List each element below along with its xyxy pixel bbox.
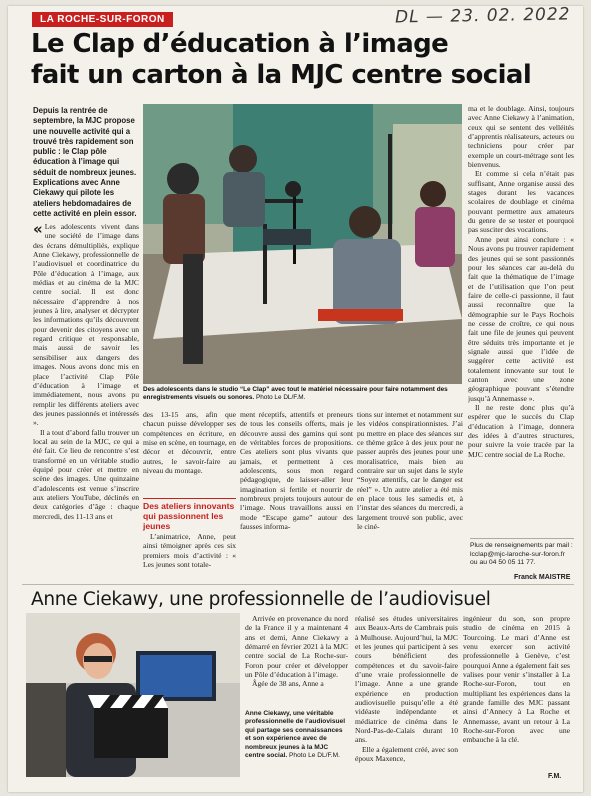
studio-photo-illustration	[143, 104, 462, 384]
photo1-credit: Photo Le DL/F.M.	[255, 394, 306, 401]
paragraph: Arrivée en provenance du nord de la France il y a maintenant 4 ans et demi, Anne Ciekawy a démarré en février 2021 à la MJC centre social de La Roche-sur-Foron pour créer et développer un Pôle d’éducation à l’image.	[245, 614, 348, 680]
section-kicker: LA ROCHE-SUR-FORON	[32, 12, 173, 27]
paragraph: Les adolescents vivent dans une société de l’image dans des écrans démultipliés, explique Anne Ciekawy, professionnelle de l’audiovisuel et coordinatrice du Pôle d’éducation à l’image, aux médias et au cinéma de la MJC centre social. Il est donc nécessaire d’apprendre à nos jeunes à lire, analyser et décrypter les informations qu’ils découvrent pour devenir des citoyens avec un regard critique et responsable, mais aussi de savoir les sensibiliser aux dangers des images. Nous avons donc mis en place l’activité Clap Pôle d’éducation à l’image et immédiatement, nous avons pu remplir les différents ateliers avec des jeunes passionnés et intéressés ».	[33, 222, 139, 428]
headline-line-2: fait un carton à la MJC centre social	[31, 60, 532, 90]
article2-column-2	[355, 614, 458, 784]
article2-column-3	[463, 614, 570, 774]
photo2-caption	[245, 710, 348, 760]
main-headline	[31, 29, 579, 91]
intertitle: Des ateliers innovants qui passionnent les jeunes	[143, 498, 236, 531]
paragraph: L’animatrice, Anne, peut ainsi témoigner après ces six premiers mois d’activité : « Les jeunes sont totale-	[143, 532, 236, 570]
portrait-photo	[26, 613, 240, 777]
paragraph: tions sur internet et notamment sur les vidéos conspirationnistes. J’ai pu mettre en place des séances sur ce thème grâce à des jeux pour ne passer auprès des jeunes pour une moralisatrice, mais bien au contraire sur un sujet dans le style “Soyez attentifs, car le danger est réel” ». Un autre atelier a été mis en place tous les samedis et, à l’instar des séances du mercredi, a largement trouvé son public, avec le ciné-	[357, 410, 463, 532]
handwritten-date: DL — 23. 02. 2022	[394, 4, 571, 28]
portrait-photo-illustration	[26, 613, 240, 777]
paragraph: Il ne reste donc plus qu’à espérer que le succès du Clap d’éducation à l’image, donnera des idées à d’autres structures, pour suivre la voie tracée par la MJC centre social de La Roche.	[468, 403, 574, 459]
photo1-caption	[143, 386, 463, 402]
headline-line-1: Le Clap d’éducation à l’image	[31, 29, 449, 59]
paragraph: ingénieur du son, son propre studio de cinéma en 2015 à Tourcoing. Le mari d’Anne est venu exercer son activité professionnelle à Genève, c’est pourquoi Anne a également fait ses valises pour venir s’installer à La Roche-sur-Foron, tout en multipliant les expériences dans la grande famille des MJC passant ainsi d’Annecy à La Roche et Annemasse, avant un retour à La Roche-sur-Foron avec une embauche à la clé.	[463, 614, 570, 745]
info-box: Plus de renseignements par mail : lcclap@mjc-laroche-sur-foron.fr ou au 04 50 05 11 77.	[470, 538, 574, 568]
article2-column-1	[245, 614, 348, 700]
paragraph: réalisé ses études universitaires aux Beaux-Arts de Cambrais puis à Mulhouse. Aujourd’hui, la MJC et les jeunes qui participent à ses cours bénéficient des compétences et du savoir-faire d’une vraie professionnelle de l’image. Anne a une grande expérience en production audiovisuelle puisqu’elle a été vidéaste indépendante et médiatrice de cinéma dans le Nord-Pas-de-Calais durant 10 ans.	[355, 614, 458, 745]
photo2-caption-text: Anne Ciekawy, une véritable professionnelle de l’audiovisuel qui partage ses connaissances et son expérience avec de nombreux jeunes à la MJC centre social.	[245, 710, 346, 760]
article-column-2b	[143, 532, 236, 576]
article2-signature: F.M.	[548, 773, 562, 780]
section-divider	[22, 584, 574, 585]
paragraph: ment réceptifs, attentifs et preneurs de tous les conseils offerts, mais je découvre aussi des gamins qui sont de véritables forces de propositions. Ces ateliers sont plus vivants que jamais, et permettent à ces adolescents, sous mon regard pédagogique, de laisser-aller leur imagination si fertile et nourrir de nombreux projets toujours autour de l’image. Nous travaillons aussi en mode “Escape game” autour des fausses informa-	[240, 410, 353, 532]
studio-photo	[143, 104, 462, 384]
photo1-caption-text: Des adolescents dans le studio “Le Clap” avec tout le matériel nécessaire pour faire notamment des enregistrements visuels ou sonores.	[143, 386, 448, 401]
article-lede: Depuis la rentrée de septembre, la MJC propose une nouvelle activité qui a trouvé très rapidement son public : le Clap pôle éducation à l’image qui séduit de nombreux jeunes. Explications avec Anne Ciekawy qui pilote les ateliers hebdomadaires de cette activité en plein essor.	[33, 106, 137, 218]
author-signature: Franck MAISTRE	[514, 574, 571, 581]
article-column-2	[143, 410, 236, 510]
article-column-4	[357, 410, 463, 574]
article-column-1	[33, 222, 139, 568]
paragraph: Âgée de 38 ans, Anne a	[252, 679, 324, 689]
article-column-5	[468, 104, 574, 582]
article-column-3	[240, 410, 353, 574]
paragraph: ma et le doublage. Ainsi, toujours avec Anne Ciekawy à l’animation, ceux qui se sentent des velléités d’apprentis réalisateurs, acteurs ou techniciens pour créer par exemple un court-métrage sont les bienvenus.	[468, 104, 574, 170]
photo2-credit: Photo Le DL/F.M.	[289, 752, 340, 760]
opening-quote-mark: «	[33, 222, 43, 238]
paragraph: Anne peut ainsi conclure : « Nous avons pu trouver rapidement des jeunes qui se sont passionnés pour les séances car au-delà du fait que la thématique de l’image et de l’utilisation que l’on peut faire de celle-ci passionne, il faut aussi reconnaître que la démographie sur le Pays Rochois ne cesse de croître, ce qui nous fait une file de jeunes qui peuvent être séduits très importante et je signale aussi que l’idée de suggérer cette activité est totalement innovante sur tout le canton avec une zone géographique pouvant s’étendre jusqu’à Annemasse ».	[468, 234, 574, 403]
paragraph: Et comme si cela n’était pas suffisant, Anne organise aussi des stages durant les vacances scolaires de doublage et cinéma pouvant permettre aux amateurs du genre de se tester et pourquoi pas susciter des vocations.	[468, 169, 574, 235]
secondary-headline: Anne Ciekawy, une professionnelle de l’audiovisuel	[31, 589, 491, 610]
paragraph: des 13-15 ans, afin que chacun puisse développer ses compétences en écriture, en mise en scène, en tournage, en décor et découvrir, entre autres, le savoir-faire au niveau du montage.	[143, 410, 236, 476]
paragraph: Elle a également créé, avec son époux Maxence,	[355, 744, 458, 764]
paragraph: Il a tout d’abord fallu trouver un local au sein de la MJC, ce qui a été fait. Ce lieu de rencontre s’est transformé en un véritable studio équipé pour créer et mettre en scène des images. Une quinzaine d’adolescents est venue s’inscrire aux ateliers YouTube, déclinés en deux catégories d’âge : chaque mercredi, des 11-13 ans et	[33, 427, 139, 521]
